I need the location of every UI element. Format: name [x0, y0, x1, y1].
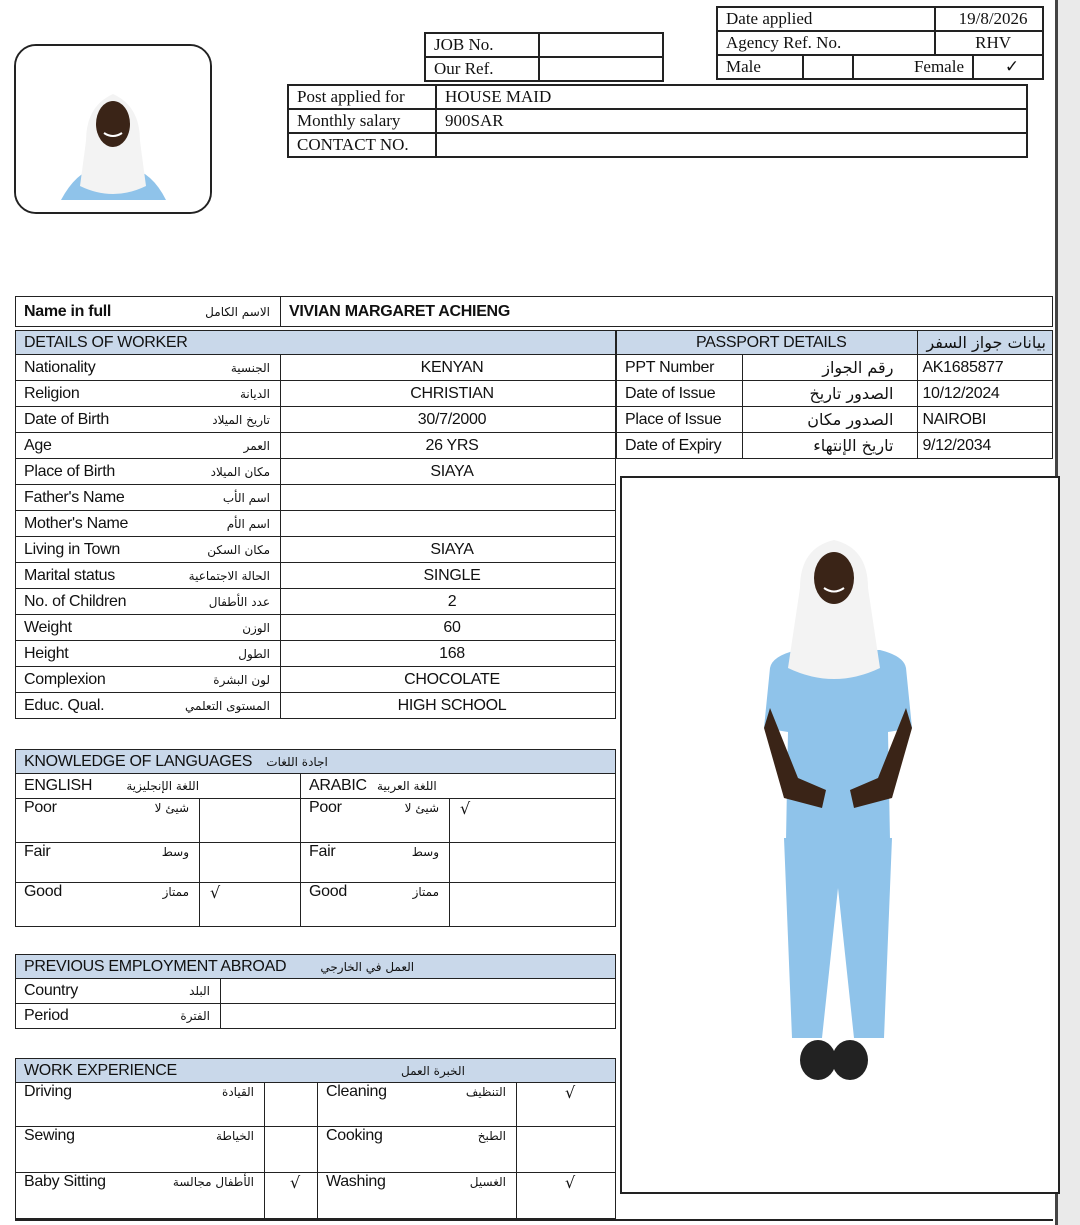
detail-value [281, 485, 616, 511]
detail-label [16, 693, 281, 719]
detail-row [16, 433, 616, 459]
arabic-label: ARABIC [309, 777, 367, 794]
english-label-ar: اللغة الإنجليزية [126, 779, 200, 793]
detail-row [16, 511, 616, 537]
arabic-level [301, 883, 450, 927]
arabic-level [301, 843, 450, 883]
experience-right [318, 1127, 517, 1173]
female-label: Female [853, 55, 973, 79]
full-name-value: VIVIAN MARGARET ACHIENG [281, 297, 1053, 327]
passport-section-title: PASSPORT DETAILS [617, 331, 918, 355]
arabic-label-ar: اللغة العربية [376, 779, 437, 793]
language-level-row [16, 883, 616, 927]
detail-label [16, 485, 281, 511]
languages-section-title-ar: اجادة اللغات [266, 754, 328, 769]
passport-row [617, 355, 1053, 381]
english-level-check[interactable] [200, 843, 301, 883]
detail-label-text-ar: تاريخ الميلاد [212, 412, 270, 427]
passport-label: Date of Expiry [617, 433, 743, 459]
employment-label-text-ar: البلد [189, 984, 210, 998]
passport-label-ar: الصدور تاريخ [743, 381, 918, 407]
passport-label: PPT Number [617, 355, 743, 381]
agency-ref-value: RHV [935, 31, 1043, 55]
arabic-level-text: Good [309, 883, 347, 900]
english-level-text: Fair [24, 843, 51, 860]
job-no-field[interactable] [539, 33, 663, 57]
detail-row [16, 459, 616, 485]
detail-label-text-ar: عدد الأطفال [208, 594, 270, 609]
detail-label-text-ar: الوزن [242, 620, 270, 635]
detail-value: 2 [281, 589, 616, 615]
employment-label-text-ar: الفترة [180, 1009, 210, 1023]
experience-right-text-ar: الطبخ [477, 1129, 506, 1143]
detail-row [16, 563, 616, 589]
name-table [15, 296, 1053, 327]
post-value: HOUSE MAID [436, 85, 1027, 109]
detail-value: CHOCOLATE [281, 667, 616, 693]
detail-row [16, 615, 616, 641]
detail-label-text-ar: مكان الميلاد [210, 464, 270, 479]
detail-label [16, 563, 281, 589]
detail-label-text: No. of Children [24, 592, 127, 610]
detail-label-text-ar: الجنسية [230, 360, 270, 375]
detail-row [16, 485, 616, 511]
contact-label: CONTACT NO. [288, 133, 436, 157]
job-ref-table [424, 32, 664, 82]
detail-value: SIAYA [281, 537, 616, 563]
experience-right-check[interactable]: √ [517, 1173, 616, 1219]
full-body-photo [620, 476, 1060, 1194]
employment-label [16, 979, 221, 1004]
details-section-title: DETAILS OF WORKER [16, 331, 616, 355]
experience-right-text: Washing [326, 1173, 386, 1190]
date-applied-label: Date applied [717, 7, 935, 31]
detail-row [16, 537, 616, 563]
passport-value: 9/12/2034 [918, 433, 1053, 459]
detail-row [16, 407, 616, 433]
our-ref-field[interactable] [539, 57, 663, 81]
passport-section-title-ar: بيانات جواز السفر [918, 331, 1053, 355]
detail-label-text: Complexion [24, 670, 106, 688]
passport-row [617, 407, 1053, 433]
arabic-level-text-ar: شيئ لا [404, 801, 439, 815]
arabic-level-check[interactable]: √ [450, 799, 616, 843]
detail-label-text-ar: اسم الأب [222, 490, 270, 505]
detail-label [16, 589, 281, 615]
passport-row [617, 433, 1053, 459]
employment-value[interactable] [221, 1004, 616, 1029]
detail-row [16, 693, 616, 719]
detail-label [16, 511, 281, 537]
salary-label: Monthly salary [288, 109, 436, 133]
detail-value: CHRISTIAN [281, 381, 616, 407]
arabic-level-text-ar: وسط [411, 845, 439, 859]
post-table [287, 84, 1028, 158]
detail-value: HIGH SCHOOL [281, 693, 616, 719]
detail-label [16, 667, 281, 693]
english-level [16, 799, 200, 843]
detail-value: SINGLE [281, 563, 616, 589]
detail-value: 60 [281, 615, 616, 641]
arabic-level [301, 799, 450, 843]
detail-value: 168 [281, 641, 616, 667]
detail-label-text: Date of Birth [24, 410, 110, 428]
detail-label-text: Marital status [24, 566, 115, 584]
experience-right-text: Cleaning [326, 1083, 387, 1100]
experience-row [16, 1083, 616, 1127]
detail-label [16, 615, 281, 641]
job-no-label: JOB No. [425, 33, 539, 57]
detail-label-text-ar: لون البشرة [213, 672, 270, 687]
male-checkbox[interactable] [803, 55, 853, 79]
english-level [16, 883, 200, 927]
detail-row [16, 589, 616, 615]
passport-label: Date of Issue [617, 381, 743, 407]
date-applied-value: 19/8/2026 [935, 7, 1043, 31]
english-level-text: Poor [24, 799, 57, 816]
detail-label [16, 641, 281, 667]
english-level-text-ar: ممتاز [162, 885, 189, 899]
experience-right-text-ar: الغسيل [469, 1175, 506, 1189]
detail-label [16, 381, 281, 407]
salary-value: 900SAR [436, 109, 1027, 133]
experience-row [16, 1127, 616, 1173]
agency-ref-label: Agency Ref. No. [717, 31, 935, 55]
female-checkbox[interactable]: ✓ [973, 55, 1043, 79]
language-level-row [16, 799, 616, 843]
detail-label-text: Mother's Name [24, 514, 129, 532]
our-ref-label: Our Ref. [425, 57, 539, 81]
experience-row [16, 1173, 616, 1219]
detail-row [16, 641, 616, 667]
languages-section-title: KNOWLEDGE OF LANGUAGES [24, 752, 253, 770]
english-level-text-ar: وسط [161, 845, 189, 859]
employment-row [16, 979, 616, 1004]
detail-label [16, 459, 281, 485]
male-label: Male [717, 55, 803, 79]
detail-label-text: Height [24, 644, 69, 662]
passport-label-ar: تاريخ الإنتهاء [743, 433, 918, 459]
detail-value [281, 511, 616, 537]
detail-label-text: Religion [24, 384, 80, 402]
experience-right-check[interactable] [517, 1127, 616, 1173]
experience-left-check[interactable]: √ [265, 1173, 318, 1219]
arabic-level-text: Poor [309, 799, 342, 816]
english-level-check[interactable] [200, 799, 301, 843]
english-level-check[interactable]: √ [200, 883, 301, 927]
detail-label-text-ar: العمر [243, 438, 270, 453]
detail-value: SIAYA [281, 459, 616, 485]
arabic-level-text-ar: ممتاز [412, 885, 439, 899]
experience-left [16, 1173, 265, 1219]
english-level [16, 843, 200, 883]
detail-label-text: Father's Name [24, 488, 125, 506]
detail-value: 26 YRS [281, 433, 616, 459]
arabic-level-check[interactable] [450, 883, 616, 927]
employment-label-text: Period [24, 1007, 69, 1024]
name-label: Name in full [24, 302, 112, 320]
detail-label-text-ar: المستوى التعلمي [185, 698, 270, 713]
experience-left-text-ar: القيادة [222, 1085, 254, 1099]
experience-section-title: WORK EXPERIENCE [24, 1061, 177, 1079]
detail-label [16, 407, 281, 433]
post-label: Post applied for [288, 85, 436, 109]
work-experience-table [15, 1058, 616, 1219]
detail-label [16, 433, 281, 459]
experience-left-text-ar: الأطفال مجالسة [172, 1175, 254, 1189]
employment-row [16, 1004, 616, 1029]
detail-row [16, 667, 616, 693]
application-meta-table [716, 6, 1044, 80]
detail-row [16, 355, 616, 381]
detail-label-text: Living in Town [24, 540, 121, 558]
bottom-rule [15, 1219, 1053, 1221]
language-level-row [16, 843, 616, 883]
experience-right [318, 1083, 517, 1127]
passport-value: NAIROBI [918, 407, 1053, 433]
experience-left [16, 1127, 265, 1173]
experience-left-check[interactable] [265, 1083, 318, 1127]
detail-label-text-ar: الحالة الاجتماعية [188, 568, 270, 583]
english-label: ENGLISH [24, 777, 93, 794]
detail-label-text-ar: الطول [238, 646, 270, 661]
languages-table [15, 749, 616, 927]
detail-row [16, 381, 616, 407]
experience-left-check[interactable] [265, 1127, 318, 1173]
english-level-text-ar: شيئ لا [154, 801, 189, 815]
employment-table [15, 954, 616, 1029]
detail-label [16, 355, 281, 381]
experience-right-text-ar: التنظيف [465, 1085, 506, 1099]
name-label-ar: الاسم الكامل [205, 304, 270, 319]
headshot-photo [14, 44, 212, 214]
passport-row [617, 381, 1053, 407]
employment-section-title-ar: العمل في الخارجي [320, 959, 415, 974]
experience-left-text: Sewing [24, 1127, 75, 1144]
employment-label [16, 1004, 221, 1029]
detail-label-text: Place of Birth [24, 462, 115, 480]
experience-left-text-ar: الخياطة [216, 1129, 254, 1143]
detail-label-text: Weight [24, 618, 72, 636]
passport-table [616, 330, 1053, 459]
detail-label-text: Educ. Qual. [24, 696, 105, 714]
detail-label-text: Age [24, 436, 52, 454]
worker-details-table [15, 330, 616, 719]
detail-label-text-ar: الديانة [239, 386, 270, 401]
employment-section-title: PREVIOUS EMPLOYMENT ABROAD [24, 957, 287, 975]
detail-label [16, 537, 281, 563]
contact-value[interactable] [436, 133, 1027, 157]
employment-value[interactable] [221, 979, 616, 1004]
passport-value: AK1685877 [918, 355, 1053, 381]
passport-label-ar: رقم الجواز [743, 355, 918, 381]
detail-value: KENYAN [281, 355, 616, 381]
detail-label-text-ar: مكان السكن [207, 542, 270, 557]
passport-value: 10/12/2024 [918, 381, 1053, 407]
arabic-level-text: Fair [309, 843, 336, 860]
experience-section-title-ar: الخبرة العمل [401, 1063, 465, 1078]
detail-label-text: Nationality [24, 358, 96, 376]
arabic-level-check[interactable] [450, 843, 616, 883]
experience-right [318, 1173, 517, 1219]
passport-label-ar: الصدور مكان [743, 407, 918, 433]
experience-right-check[interactable]: √ [517, 1083, 616, 1127]
experience-left [16, 1083, 265, 1127]
experience-left-text: Baby Sitting [24, 1173, 106, 1190]
detail-value: 30/7/2000 [281, 407, 616, 433]
passport-label: Place of Issue [617, 407, 743, 433]
experience-left-text: Driving [24, 1083, 72, 1100]
experience-right-text: Cooking [326, 1127, 383, 1144]
detail-label-text-ar: اسم الأم [226, 516, 270, 531]
english-level-text: Good [24, 883, 62, 900]
employment-label-text: Country [24, 982, 78, 999]
